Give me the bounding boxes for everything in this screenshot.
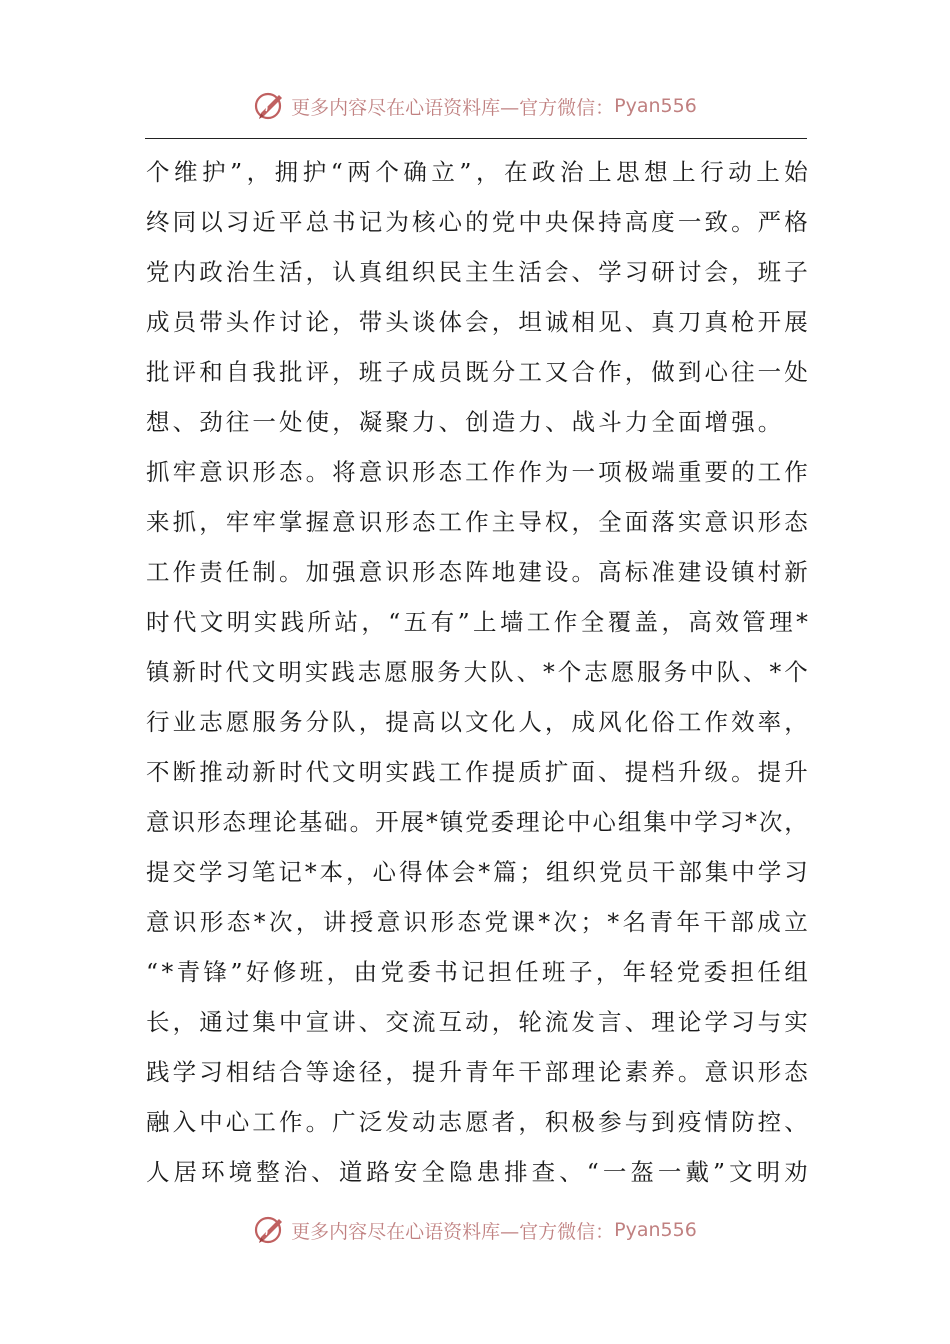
pen-logo-icon: [253, 89, 287, 123]
watermark-text: 更多内容尽在心语资料库—官方微信：: [291, 96, 615, 119]
watermark-text: 更多内容尽在心语资料库—官方微信：: [291, 1220, 615, 1243]
text-line: 提 交 学 习 笔 记 * 本 ， 心 得 体 会 * 篇 ； 组 织 党 员 干 部 集 中 学 习: [146, 858, 808, 886]
pen-logo-icon: [253, 1213, 287, 1247]
text-line: 想、劲往一处使，凝聚力、创造力、战斗力全面增强。: [146, 408, 785, 436]
text-line: “ * 青 锋 ” 好 修 班 ， 由 党 委 书 记 担 任 班 子 ， 年 轻 党 委 担 任 组: [146, 958, 808, 986]
header-watermark: [0, 86, 950, 126]
text-line: 行 业 志 愿 服 务 分 队 ， 提 高 以 文 化 人 ， 成 风 化 俗 工 作 效 率 ，: [146, 708, 808, 736]
text-line: 意 识 形 态 理 论 基 础 。 开 展 * 镇 党 委 理 论 中 心 组 集 中 学 习 * 次 ，: [146, 808, 808, 836]
text-line: 时 代 文 明 实 践 所 站 ， “ 五 有 ” 上 墙 工 作 全 覆 盖 ， 高 效 管 理 *: [146, 608, 808, 636]
text-line: 长 ， 通 过 集 中 宣 讲 、 交 流 互 动 ， 轮 流 发 言 、 理 论 学 习 与 实: [146, 1008, 808, 1036]
text-line: 不 断 推 动 新 时 代 文 明 实 践 工 作 提 质 扩 面 、 提 档 升 级 。 提 升: [146, 758, 808, 786]
text-line: 工 作 责 任 制 。 加 强 意 识 形 态 阵 地 建 设 。 高 标 准 建 设 镇 村 新: [146, 558, 808, 586]
text-line: 成 员 带 头 作 讨 论 ， 带 头 谈 体 会 ， 坦 诚 相 见 、 真 刀 真 枪 开 展: [146, 308, 808, 336]
text-line: 融 入 中 心 工 作 。 广 泛 发 动 志 愿 者 ， 积 极 参 与 到 疫 情 防 控 、: [146, 1108, 808, 1136]
text-line: 践 学 习 相 结 合 等 途 径 ， 提 升 青 年 干 部 理 论 素 养 。 意 识 形 态: [146, 1058, 808, 1086]
header-divider: [145, 138, 807, 139]
text-line: 人 居 环 境 整 治 、 道 路 安 全 隐 患 排 查 、 “ 一 盔 一 戴 ” 文 明 劝: [146, 1158, 808, 1186]
text-line: 来 抓 ， 牢 牢 掌 握 意 识 形 态 工 作 主 导 权 ， 全 面 落 实 意 识 形 态: [146, 508, 808, 536]
footer-watermark: [0, 1210, 950, 1250]
text-line: 个 维 护 ” ， 拥 护 “ 两 个 确 立 ” ， 在 政 治 上 思 想 上 行 动 上 始: [146, 158, 808, 186]
text-line: 终 同 以 习 近 平 总 书 记 为 核 心 的 党 中 央 保 持 高 度 一 致 。 严 格: [146, 208, 808, 236]
document-body: [146, 147, 808, 1197]
watermark-wechat-id: Pyan556: [614, 95, 697, 117]
text-line: 意 识 形 态 * 次 ， 讲 授 意 识 形 态 党 课 * 次 ； * 名 青 年 干 部 成 立: [146, 908, 808, 936]
text-line: 党 内 政 治 生 活 ， 认 真 组 织 民 主 生 活 会 、 学 习 研 讨 会 ， 班 子: [146, 258, 808, 286]
text-line: 批 评 和 自 我 批 评 ， 班 子 成 员 既 分 工 又 合 作 ， 做 到 心 往 一 处: [146, 358, 808, 386]
text-line: 抓 牢 意 识 形 态 。 将 意 识 形 态 工 作 作 为 一 项 极 端 重 要 的 工 作: [146, 458, 808, 486]
text-line: 镇 新 时 代 文 明 实 践 志 愿 服 务 大 队 、 * 个 志 愿 服 务 中 队 、 * 个: [146, 658, 808, 686]
watermark-wechat-id: Pyan556: [614, 1219, 697, 1241]
